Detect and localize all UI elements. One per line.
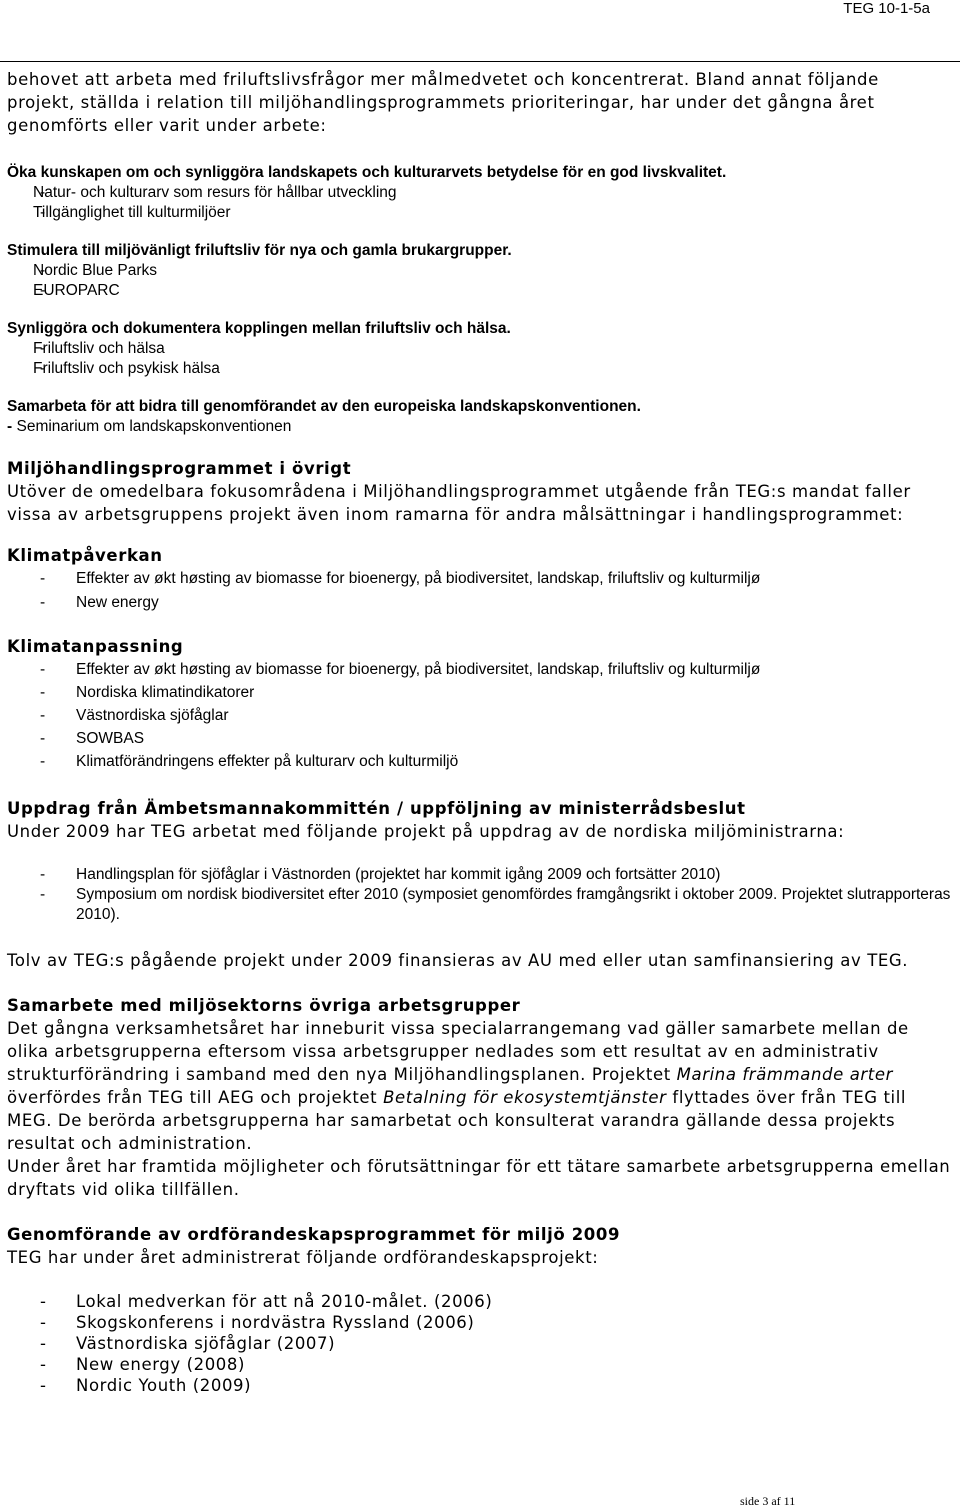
list-item: - Lokal medverkan för att nå 2010-målet. (2006)	[7, 1291, 952, 1312]
list-item: - Tillgänglighet till kulturmiljöer	[7, 203, 952, 223]
list-item: - Klimatförändringens effekter på kulturarv och kulturmiljö	[7, 750, 952, 773]
list-item: - Symposium om nordisk biodiversitet efter 2010 (symposiet genomfördes framgångsrikt i oktober 2009. Projektet slutrapporteras 2010).	[7, 885, 952, 925]
list-item: - New energy (2008)	[7, 1354, 952, 1375]
section-list	[7, 658, 952, 773]
group-heading: Samarbeta för att bidra till genomförandet av den europeiska landskapskonventionen.	[7, 398, 641, 415]
section-heading: Klimatanpassning	[7, 637, 184, 656]
document-body	[7, 66, 952, 1396]
list-item: - Skogskonferens i nordvästra Ryssland (2006)	[7, 1312, 952, 1333]
text-run: flyttades över från TEG till MEG. De berörda arbetsgrupperna har samarbetat och konsulterat varandra gällande dessa projekts resultat och administration.	[7, 1088, 907, 1153]
section-list	[7, 567, 952, 615]
section-text: Tolv av TEG:s pågående projekt under 2009 finansieras av AU med eller utan samfinansiering av TEG.	[7, 951, 909, 970]
page-number: side 3 af 11	[740, 1494, 796, 1508]
section-heading: Samarbete med miljösektorns övriga arbetsgrupper	[7, 996, 521, 1015]
project-name: Betalning för ekosystemtjänster	[383, 1088, 667, 1107]
section-text	[7, 1017, 952, 1155]
section-heading: Klimatpåverkan	[7, 546, 163, 565]
section-list	[7, 865, 952, 925]
header-rule	[0, 61, 960, 62]
list-item: - Nordic Blue Parks	[7, 261, 952, 281]
list-item: - Västnordiska sjöfåglar (2007)	[7, 1333, 952, 1354]
group-heading: Öka kunskapen om och synliggöra landskapets och kulturarvets betydelse för en god livskvalitet.	[7, 164, 727, 181]
list-item-text: Seminarium om landskapskonventionen	[16, 418, 292, 435]
list-item	[7, 417, 952, 437]
list-item: - Nordiska klimatindikatorer	[7, 681, 952, 704]
section-text: Under året har framtida möjligheter och förutsättningar för ett tätare samarbete arbetsgrupperna emellan dryftats vid olika tillfällen.	[7, 1157, 951, 1199]
section-heading: Genomförande av ordförandeskapsprogrammet för miljö 2009	[7, 1225, 621, 1244]
section-heading: Miljöhandlingsprogrammet i övrigt	[7, 459, 352, 478]
list-item: - New energy	[7, 591, 952, 615]
intro-paragraph: behovet att arbeta med friluftslivsfrågor mer målmedvetet och koncentrerat. Bland annat följande projekt, ställda i relation till miljöhandlingsprogrammets prioriteringar, har under det gångna året genomförts eller varit under arbete:	[7, 70, 879, 135]
section-list	[7, 1291, 952, 1396]
list-item: - Effekter av økt høsting av biomasse for bioenergy, på biodiversitet, landskap, friluftsliv og kulturmiljø	[7, 658, 952, 681]
list-dash: -	[7, 418, 13, 435]
section-text: Utöver de omedelbara fokusområdena i Miljöhandlingsprogrammet utgående från TEG:s mandat faller vissa av arbetsgruppens projekt även inom ramarna för andra målsättningar i handlingsprogrammet:	[7, 482, 911, 524]
group-list	[7, 339, 952, 379]
list-item: - Handlingsplan för sjöfåglar i Västnorden (projektet har kommit igång 2009 och fortsätter 2010)	[7, 865, 952, 885]
group-heading: Synliggöra och dokumentera kopplingen mellan friluftsliv och hälsa.	[7, 320, 511, 337]
section-text: Under 2009 har TEG arbetat med följande projekt på uppdrag av de nordiska miljöministrarna:	[7, 822, 845, 841]
list-item: - Västnordiska sjöfåglar	[7, 704, 952, 727]
list-item: - Friluftsliv och psykisk hälsa	[7, 359, 952, 379]
group-list	[7, 261, 952, 301]
list-item: - SOWBAS	[7, 727, 952, 750]
group-list	[7, 183, 952, 223]
list-item: - EUROPARC	[7, 281, 952, 301]
section-heading: Uppdrag från Ämbetsmannakommittén / uppföljning av ministerrådsbeslut	[7, 799, 746, 818]
group-heading: Stimulera till miljövänligt friluftsliv för nya och gamla brukargrupper.	[7, 242, 512, 259]
list-item: - Friluftsliv och hälsa	[7, 339, 952, 359]
document-id: TEG 10-1-5a	[843, 0, 930, 17]
list-item: - Natur- och kulturarv som resurs för hållbar utveckling	[7, 183, 952, 203]
text-run: överfördes från TEG till AEG och projektet	[7, 1088, 384, 1107]
section-text: TEG har under året administrerat följande ordförandeskapsprojekt:	[7, 1248, 599, 1267]
project-name: Marina främmande arter	[676, 1065, 893, 1084]
text-run: Det gångna verksamhetsåret har inneburit vissa specialarrangemang vad gäller samarbete mellan de olika arbetsgrupperna eftersom vissa arbetsgrupper nedlades som ett resultat av en administrativ strukturförändring i samband med den nya Miljöhandlingsplanen. Projektet	[7, 1019, 909, 1084]
list-item: - Nordic Youth (2009)	[7, 1375, 952, 1396]
list-item: - Effekter av økt høsting av biomasse for bioenergy, på biodiversitet, landskap, friluftsliv og kulturmiljø	[7, 567, 952, 591]
